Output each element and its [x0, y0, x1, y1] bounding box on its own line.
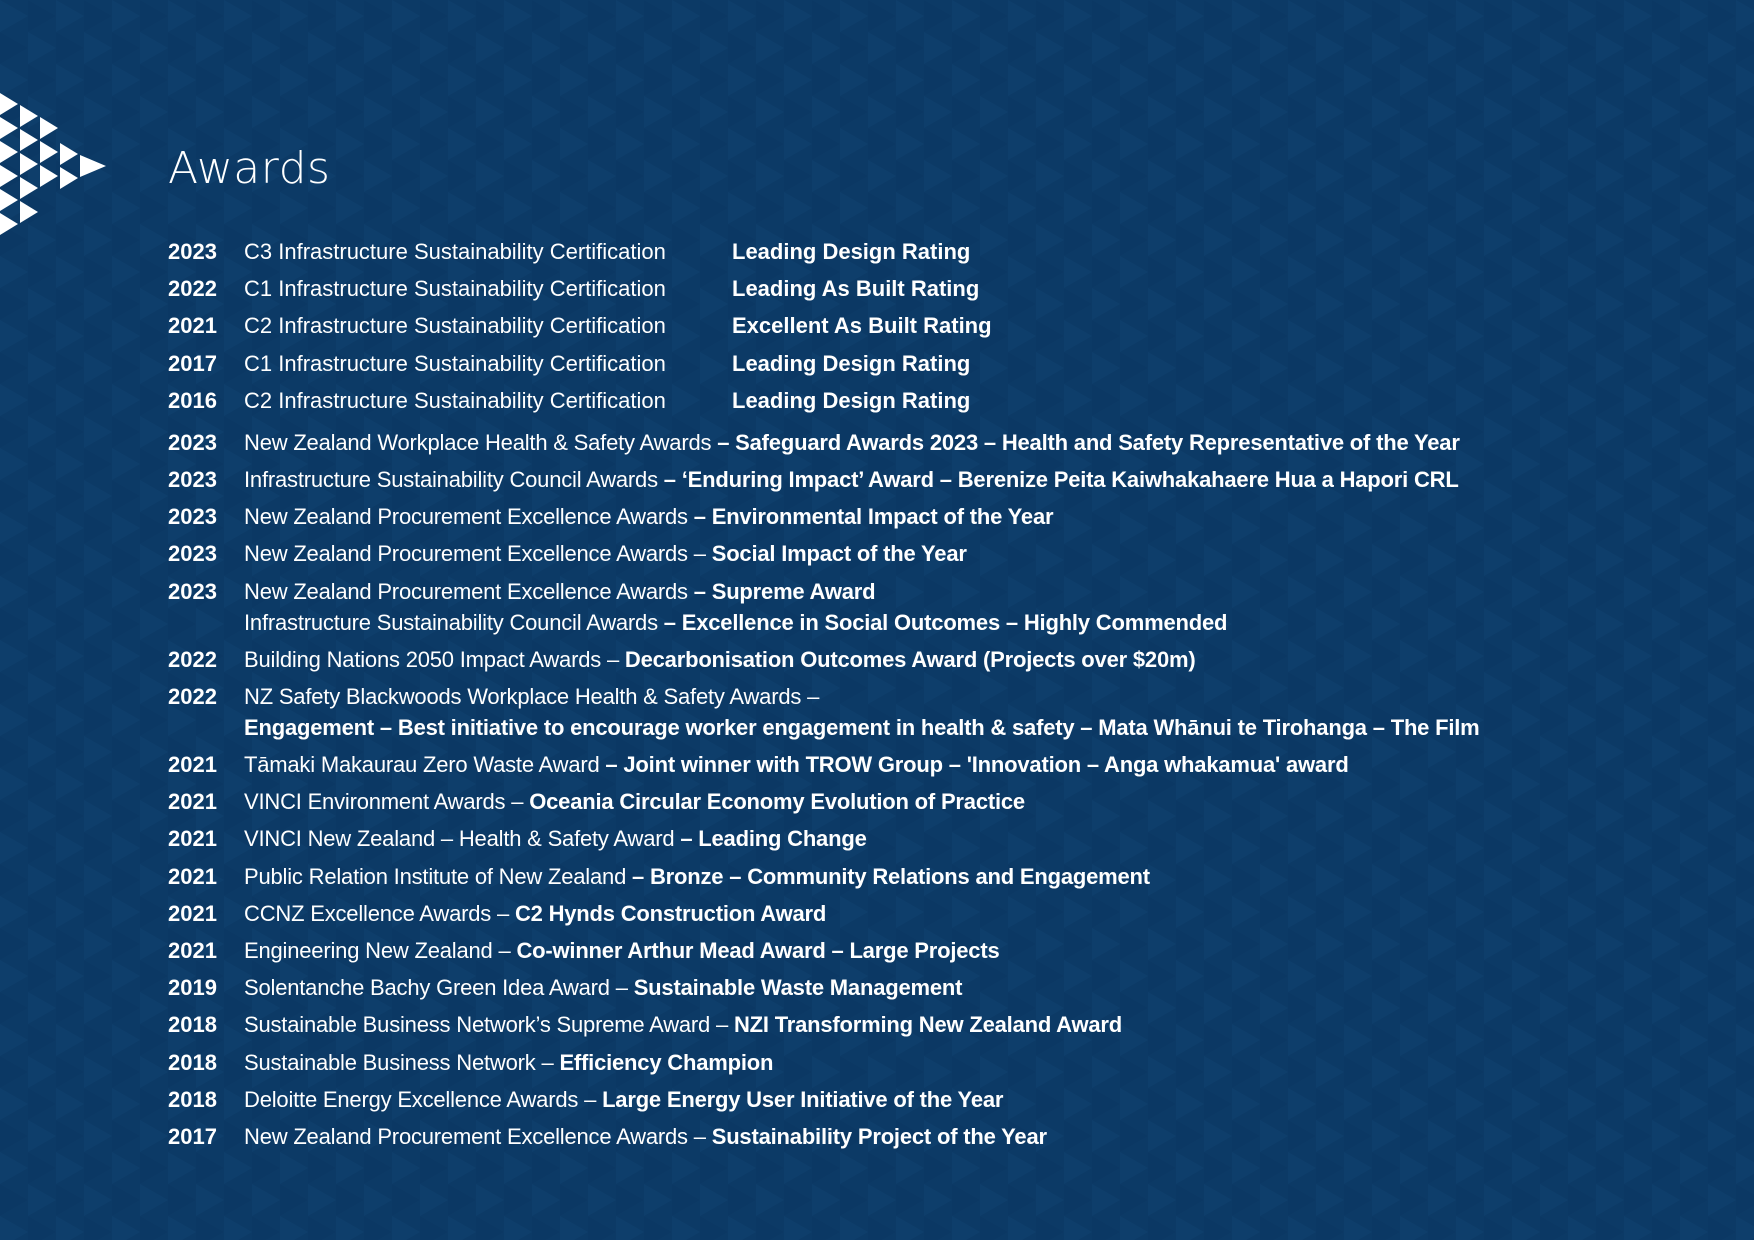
- certification-year: 2023: [168, 239, 217, 264]
- award-organisation: New Zealand Procurement Excellence Awards: [244, 541, 688, 567]
- award-body: [244, 538, 1738, 569]
- certification-name: C1 Infrastructure Sustainability Certification: [244, 276, 666, 302]
- award-organisation: Building Nations 2050 Impact Awards: [244, 646, 602, 672]
- award-body: [244, 786, 1738, 817]
- award-year: 2021: [168, 752, 217, 778]
- award-row: [168, 427, 1738, 458]
- award-row: [168, 501, 1738, 532]
- award-body: [244, 1084, 1738, 1115]
- award-row: [168, 786, 1738, 817]
- award-row: [168, 898, 1738, 929]
- award-separator: –: [674, 826, 699, 852]
- award-separator: –: [711, 429, 736, 455]
- award-organisation: Public Relation Institute of New Zealand: [244, 863, 627, 889]
- certification-row: [168, 236, 1738, 267]
- award-body: [244, 576, 1738, 638]
- award-organisation: VINCI New Zealand – Health & Safety Award: [244, 826, 675, 852]
- certification-year: 2022: [168, 276, 217, 302]
- award-year: 2022: [168, 646, 217, 672]
- award-organisation: Sustainable Business Network: [244, 1049, 536, 1075]
- award-organisation: Engineering New Zealand: [244, 938, 493, 963]
- award-line: [244, 786, 1738, 817]
- award-year: 2022: [168, 683, 217, 709]
- award-line: [244, 576, 1738, 607]
- certification-row: [168, 273, 1738, 304]
- award-prize: Oceania Circular Economy Evolution of Practice: [529, 789, 1025, 815]
- award-row: [168, 644, 1738, 675]
- award-organisation: Solentanche Bachy Green Idea Award: [244, 975, 610, 1001]
- award-line: [244, 935, 1738, 966]
- award-year: 2021: [168, 863, 217, 889]
- award-row: [168, 1121, 1738, 1152]
- award-separator: –: [492, 938, 517, 963]
- award-line: [244, 1121, 1738, 1152]
- award-separator: –: [578, 1086, 603, 1112]
- award-body: [244, 644, 1738, 675]
- award-organisation: CCNZ Excellence Awards: [244, 900, 492, 926]
- award-prize: Joint winner with TROW Group – 'Innovation – Anga whakamua' award: [623, 752, 1349, 778]
- award-organisation: New Zealand Procurement Excellence Awards: [244, 504, 688, 530]
- award-prize: Social Impact of the Year: [711, 541, 967, 567]
- award-line: [244, 1047, 1738, 1078]
- award-separator: –: [626, 863, 650, 889]
- certification-year: 2017: [168, 350, 217, 376]
- award-year: 2023: [168, 541, 217, 567]
- award-year: 2023: [168, 578, 217, 604]
- award-body: [244, 681, 1738, 743]
- award-line: [244, 972, 1738, 1003]
- certification-name: C1 Infrastructure Sustainability Certification: [244, 350, 666, 376]
- award-line: [244, 749, 1738, 780]
- award-line: [244, 823, 1738, 854]
- award-organisation: Deloitte Energy Excellence Awards: [244, 1086, 579, 1112]
- award-prize: Excellence in Social Outcomes – Highly Commended: [681, 609, 1228, 635]
- award-prize: Efficiency Champion: [559, 1049, 774, 1075]
- award-year: 2017: [168, 1123, 217, 1149]
- certification-name: C2 Infrastructure Sustainability Certification: [244, 313, 666, 339]
- award-line: [244, 898, 1738, 929]
- award-organisation: Tāmaki Makaurau Zero Waste Award: [244, 752, 600, 778]
- award-body: [244, 464, 1738, 495]
- awards-content: [168, 138, 1738, 1158]
- award-organisation: New Zealand Procurement Excellence Awards: [244, 578, 688, 604]
- award-year: 2021: [168, 789, 217, 815]
- award-row: [168, 576, 1738, 638]
- award-line: [244, 681, 1738, 712]
- award-body: [244, 823, 1738, 854]
- award-organisation: VINCI Environment Awards: [244, 789, 506, 815]
- award-prize: C2 Hynds Construction Award: [514, 900, 827, 926]
- award-year: 2018: [168, 1049, 217, 1075]
- certification-row: [168, 310, 1738, 341]
- award-year: 2023: [168, 504, 217, 530]
- award-prize: Environmental Impact of the Year: [711, 504, 1054, 530]
- award-row: [168, 935, 1738, 966]
- award-body: [244, 898, 1738, 929]
- certification-year: 2021: [168, 313, 217, 339]
- award-body: [244, 1009, 1738, 1040]
- award-row: [168, 681, 1738, 743]
- award-separator: –: [687, 504, 712, 530]
- award-separator: –: [710, 1012, 734, 1038]
- award-year: 2021: [168, 900, 217, 926]
- award-prize: Sustainability Project of the Year: [711, 1123, 1047, 1149]
- award-prize: Supreme Award: [711, 578, 876, 604]
- award-year: 2018: [168, 1086, 217, 1112]
- award-list: [168, 427, 1738, 1152]
- award-separator: –: [657, 466, 682, 492]
- award-prize: Large Energy User Initiative of the Year: [602, 1086, 1004, 1112]
- award-row: [168, 1009, 1738, 1040]
- page-title: Awards: [168, 143, 331, 194]
- certification-name: C3 Infrastructure Sustainability Certification: [244, 239, 666, 264]
- award-separator: –: [599, 752, 624, 778]
- award-line: [244, 1084, 1738, 1115]
- award-separator: –: [687, 1123, 712, 1149]
- award-prize: ‘Enduring Impact’ Award – Berenize Peita Kaiwhakahaere Hua a Hapori CRL: [681, 466, 1459, 492]
- award-line: [244, 644, 1738, 675]
- award-body: [244, 501, 1738, 532]
- certification-row: [168, 385, 1738, 416]
- certification-row: [168, 348, 1738, 379]
- award-separator: –: [609, 975, 634, 1001]
- award-separator: –: [601, 646, 625, 672]
- award-body: [244, 935, 1738, 966]
- award-body: [244, 1047, 1738, 1078]
- award-separator: –: [491, 900, 515, 926]
- award-row: [168, 972, 1738, 1003]
- award-prize: Co-winner Arthur Mead Award – Large Projects: [516, 938, 1000, 963]
- award-prize: Sustainable Waste Management: [633, 975, 963, 1001]
- award-prize: Engagement – Best initiative to encourage worker engagement in health & safety – Mata Whānui te Tirohanga – The Film: [244, 714, 1480, 740]
- certification-rating: Leading Design Rating: [732, 350, 971, 376]
- award-body: [244, 861, 1738, 892]
- award-row: [168, 1084, 1738, 1115]
- award-body: [244, 427, 1738, 458]
- award-year: 2021: [168, 938, 217, 963]
- award-body: [244, 972, 1738, 1003]
- award-line: [244, 1009, 1738, 1040]
- award-year: 2021: [168, 826, 217, 852]
- award-line: [244, 607, 1738, 638]
- award-year: 2023: [168, 466, 217, 492]
- award-prize: NZI Transforming New Zealand Award: [733, 1012, 1123, 1038]
- certification-rating: Leading As Built Rating: [732, 276, 980, 302]
- award-line: [244, 501, 1738, 532]
- award-organisation: Sustainable Business Network’s Supreme Award: [244, 1012, 711, 1038]
- award-line: [244, 427, 1738, 458]
- award-separator: –: [505, 789, 530, 815]
- award-separator: –: [535, 1049, 560, 1075]
- award-organisation: Infrastructure Sustainability Council Awards: [244, 466, 658, 492]
- award-body: [244, 749, 1738, 780]
- award-year: 2023: [168, 429, 217, 455]
- award-separator: –: [657, 609, 682, 635]
- award-prize: Safeguard Awards 2023 – Health and Safety Representative of the Year: [735, 429, 1460, 455]
- triangle-logo-icon: [0, 93, 110, 238]
- award-organisation: New Zealand Procurement Excellence Awards: [244, 1123, 688, 1149]
- certification-list: [168, 236, 1738, 416]
- award-prize: Decarbonisation Outcomes Award (Projects over $20m): [624, 646, 1196, 672]
- certification-rating: Leading Design Rating: [732, 387, 971, 413]
- award-year: 2018: [168, 1012, 217, 1038]
- certification-rating: Excellent As Built Rating: [732, 313, 992, 339]
- award-line: [244, 538, 1738, 569]
- award-row: [168, 823, 1738, 854]
- certification-rating: Leading Design Rating: [732, 239, 971, 264]
- award-organisation: NZ Safety Blackwoods Workplace Health & Safety Awards –: [244, 683, 820, 709]
- certification-year: 2016: [168, 387, 217, 413]
- award-row: [168, 861, 1738, 892]
- award-row: [168, 538, 1738, 569]
- award-prize: Leading Change: [698, 826, 867, 852]
- award-body: [244, 1121, 1738, 1152]
- award-organisation: Infrastructure Sustainability Council Awards: [244, 609, 658, 635]
- award-prize: Bronze – Community Relations and Engagement: [649, 863, 1150, 889]
- award-line: [244, 712, 1738, 743]
- award-separator: –: [687, 541, 712, 567]
- award-row: [168, 464, 1738, 495]
- award-row: [168, 749, 1738, 780]
- award-year: 2019: [168, 975, 217, 1001]
- certification-name: C2 Infrastructure Sustainability Certification: [244, 387, 666, 413]
- award-line: [244, 464, 1738, 495]
- award-row: [168, 1047, 1738, 1078]
- award-organisation: New Zealand Workplace Health & Safety Awards: [244, 429, 712, 455]
- award-line: [244, 861, 1738, 892]
- award-separator: –: [687, 578, 712, 604]
